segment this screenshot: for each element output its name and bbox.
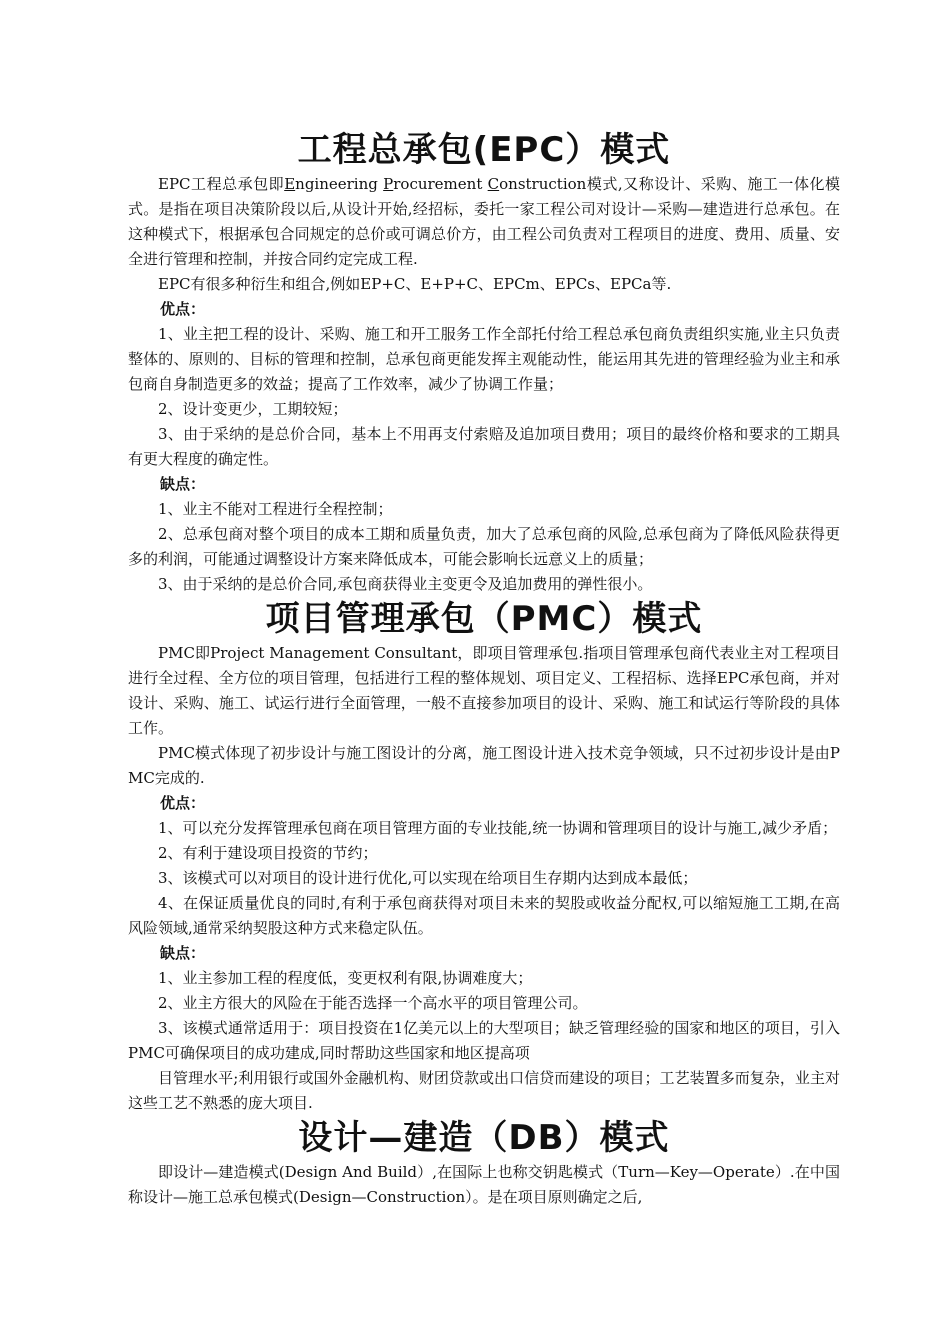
pmc-pro-item: 3、该模式可以对项目的设计进行优化,可以实现在给项目生存期内达到成本最低； xyxy=(158,869,698,887)
epc-con-item: 3、由于采纳的是总价合同,承包商获得业主变更令及追加费用的弹性很小。 xyxy=(158,575,653,593)
epc-intro-text: rocurement xyxy=(393,175,488,193)
db-section-title: 设计—建造（DB）模式 xyxy=(298,1118,670,1158)
epc-intro-text: EPC工程总承包即 xyxy=(158,175,285,193)
document-content xyxy=(128,128,840,1210)
pmc-design-paragraph: PMC模式体现了初步设计与施工图设计的分离，施工图设计进入技术竞争领域，只不过初步设计是由PMC完成的. xyxy=(128,744,840,787)
underlined-letter-e: E xyxy=(284,175,296,193)
epc-pro-item: 3、由于采纳的是总价合同，基本上不用再支付索赔及追加项目费用；项目的最终价格和要求的工期具有更大程度的确定性。 xyxy=(128,425,840,468)
epc-pro-item: 1、业主把工程的设计、采购、施工和开工服务工作全部托付给工程总承包商负责组织实施,业主只负责整体的、原则的、目标的管理和控制，总承包商更能发挥主观能动性，能运用其先进的管理经验为业主和承包商自身制造更多的效益；提高了工作效率，减少了协调工作量； xyxy=(128,325,840,393)
pmc-pro-item: 1、可以充分发挥管理承包商在项目管理方面的专业技能,统一协调和管理项目的设计与施工,减少矛盾； xyxy=(158,819,838,837)
epc-variants-paragraph: EPC有很多种衍生和组合,例如EP+C、E+P+C、EPCm、EPCs、EPCa等. xyxy=(158,275,672,293)
pmc-intro-paragraph: PMC即Project Management Consultant，即项目管理承包.指项目管理承包商代表业主对工程项目进行全过程、全方位的项目管理，包括进行工程的整体规划、项目定义、工程招标、选择EPC承包商，并对设计、采购、施工、试运行进行全面管理，一般不直接参加项目的设计、采购、施工和试运行等阶段的具体工作。 xyxy=(128,644,840,737)
epc-intro-text: ngineering xyxy=(295,175,384,193)
epc-con-item: 2、总承包商对整个项目的成本工期和质量负责，加大了总承包商的风险,总承包商为了降低风险获得更多的利润，可能通过调整设计方案来降低成本，可能会影响长远意义上的质量； xyxy=(128,525,840,568)
pmc-pro-item: 2、有利于建设项目投资的节约； xyxy=(158,844,378,862)
epc-cons-label: 缺点： xyxy=(160,475,206,493)
epc-intro-paragraph xyxy=(128,172,840,272)
epc-con-item: 1、业主不能对工程进行全程控制； xyxy=(158,500,393,518)
pmc-con-item: 目管理水平;利用银行或国外金融机构、财团贷款或出口信贷而建设的项目；工艺装置多而复杂，业主对这些工艺不熟悉的庞大项目. xyxy=(128,1069,840,1112)
pmc-section-title: 项目管理承包（PMC）模式 xyxy=(265,599,703,639)
pmc-pros-label: 优点： xyxy=(160,794,206,812)
underlined-letter-c: C xyxy=(487,175,500,193)
epc-intro-text: onstruction模式,又称设计、采购、施工一体化模式。是指在项目决策阶段以后,从设计开始,经招标，委托一家工程公司对设计—采购—建造进行总承包。在这种模式下，根据承包合同规定的总价或可调总价方，由工程公司负责对工程项目的进度、费用、质量、安全进行管理和控制，并按合同约定完成工程. xyxy=(128,175,840,268)
pmc-cons-label: 缺点： xyxy=(160,944,206,962)
epc-pros-label: 优点： xyxy=(160,300,206,318)
pmc-con-item: 3、该模式通常适用于：项目投资在1亿美元以上的大型项目；缺乏管理经验的国家和地区的项目，引入PMC可确保项目的成功建成,同时帮助这些国家和地区提高项 xyxy=(128,1019,840,1062)
underlined-letter-p: P xyxy=(383,175,394,193)
pmc-con-item: 1、业主参加工程的程度低，变更权利有限,协调难度大； xyxy=(158,969,533,987)
pmc-con-item: 2、业主方很大的风险在于能否选择一个高水平的项目管理公司。 xyxy=(158,994,588,1012)
db-intro-paragraph: 即设计—建造模式(Design And Build）,在国际上也称交钥匙模式（Turn—Key—Operate）.在中国称设计—施工总承包模式(Design—Construction）。是在项目原则确定之后, xyxy=(128,1163,840,1206)
epc-pro-item: 2、设计变更少，工期较短； xyxy=(158,400,348,418)
epc-section-title: 工程总承包(EPC）模式 xyxy=(297,130,671,170)
pmc-pro-item: 4、在保证质量优良的同时,有利于承包商获得对项目未来的契股或收益分配权,可以缩短施工工期,在高风险领域,通常采纳契股这种方式来稳定队伍。 xyxy=(128,894,840,937)
